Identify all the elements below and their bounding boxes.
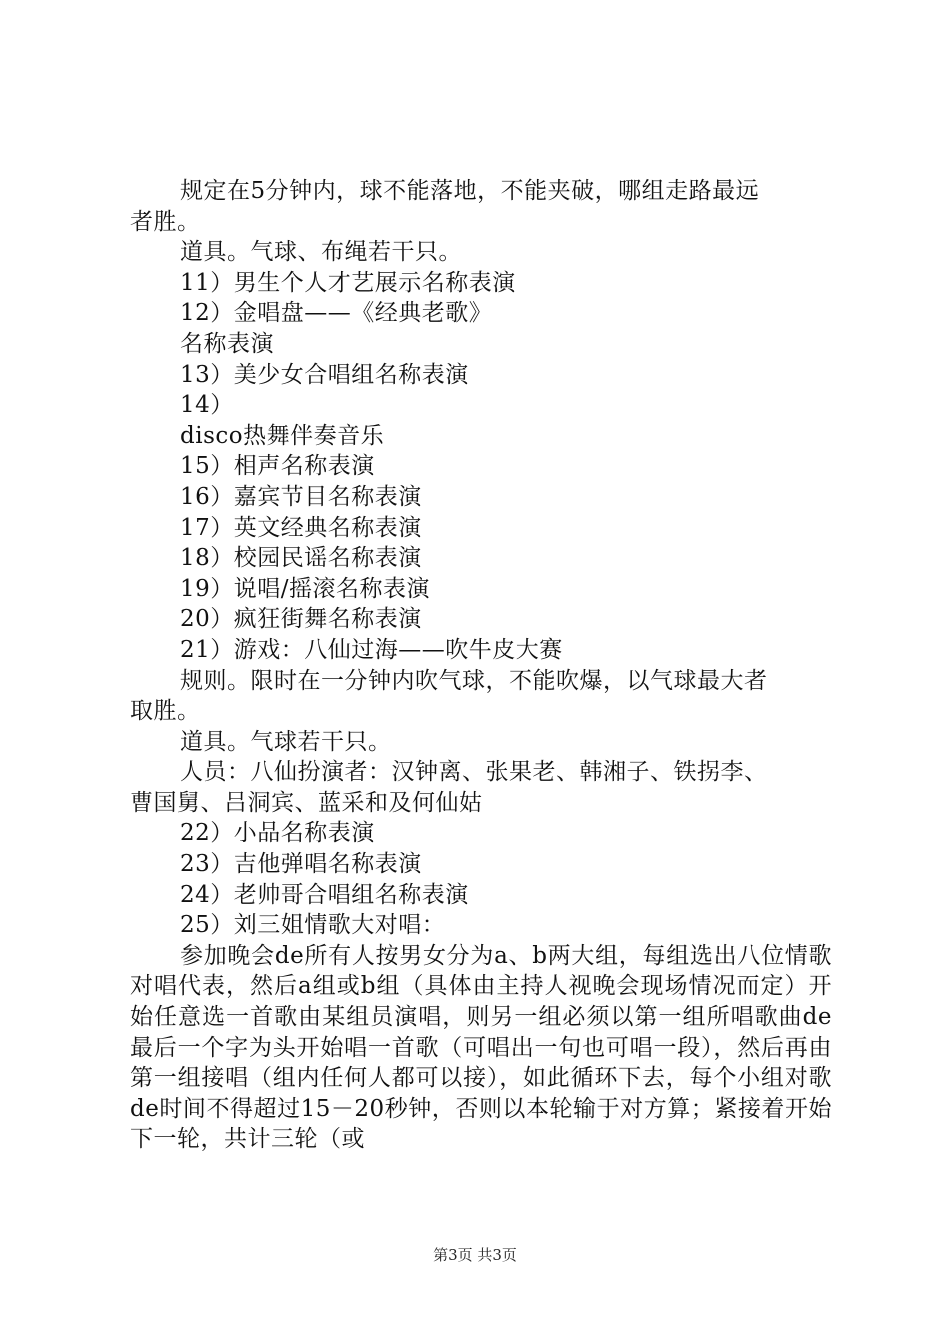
program-item: 14） <box>180 392 234 419</box>
program-item: 25）刘三姐情歌大对唱： <box>180 912 446 939</box>
final-paragraph: 参加晚会de所有人按男女分为a、b两大组，每组选出八位情歌对唱代表，然后a组或b组（具体由主持人视晚会现场情况而定）开始任意选一首歌由某组员演唱，则另一组必须以第一组所唱歌曲de最后一个字为头开始唱一首歌（可唱出一句也可唱一段），然后再由第一组接唱（组内任何人都可以接），如此循环下去，每个小组对歌de时间不得超过15－20秒钟，否则以本轮输于对方算；紧接着开始下一轮，共计三轮（或 <box>130 942 832 1153</box>
program-item: 21）游戏：八仙过海——吹牛皮大赛 <box>180 636 563 663</box>
text-line: 道具。气球、布绳若干只。 <box>180 239 462 266</box>
text-line: disco热舞伴奏音乐 <box>180 422 385 449</box>
document-body <box>130 176 832 1155</box>
page-footer: 第3页 共3页 <box>433 1246 517 1264</box>
program-item: 17）英文经典名称表演 <box>180 514 422 541</box>
program-item: 20）疯狂街舞名称表演 <box>180 606 422 633</box>
program-item: 13）美少女合唱组名称表演 <box>180 361 469 388</box>
program-item: 12）金唱盘——《经典老歌》 <box>180 300 493 327</box>
text-line: 规则。限时在一分钟内吹气球，不能吹爆，以气球最大者 <box>180 667 768 694</box>
text-line: 取胜。 <box>130 698 201 725</box>
program-item: 15）相声名称表演 <box>180 453 375 480</box>
text-line: 规定在5分钟内，球不能落地，不能夹破，哪组走路最远 <box>180 178 760 204</box>
program-item: 18）校园民谣名称表演 <box>180 545 422 572</box>
program-item: 11）男生个人才艺展示名称表演 <box>180 269 516 296</box>
program-item: 16）嘉宾节目名称表演 <box>180 483 422 510</box>
program-item: 19）说唱/摇滚名称表演 <box>180 575 431 602</box>
program-item: 22）小品名称表演 <box>180 820 375 847</box>
text-line: 人员：八仙扮演者：汉钟离、张果老、韩湘子、铁拐李、 <box>180 759 768 786</box>
text-line: 道具。气球若干只。 <box>180 728 392 755</box>
text-line: 者胜。 <box>130 208 201 235</box>
program-item: 24）老帅哥合唱组名称表演 <box>180 881 469 908</box>
text-line: 名称表演 <box>180 330 274 357</box>
program-item: 23）吉他弹唱名称表演 <box>180 851 422 878</box>
text-line: 曹国舅、吕洞宾、蓝采和及何仙姑 <box>130 789 483 816</box>
